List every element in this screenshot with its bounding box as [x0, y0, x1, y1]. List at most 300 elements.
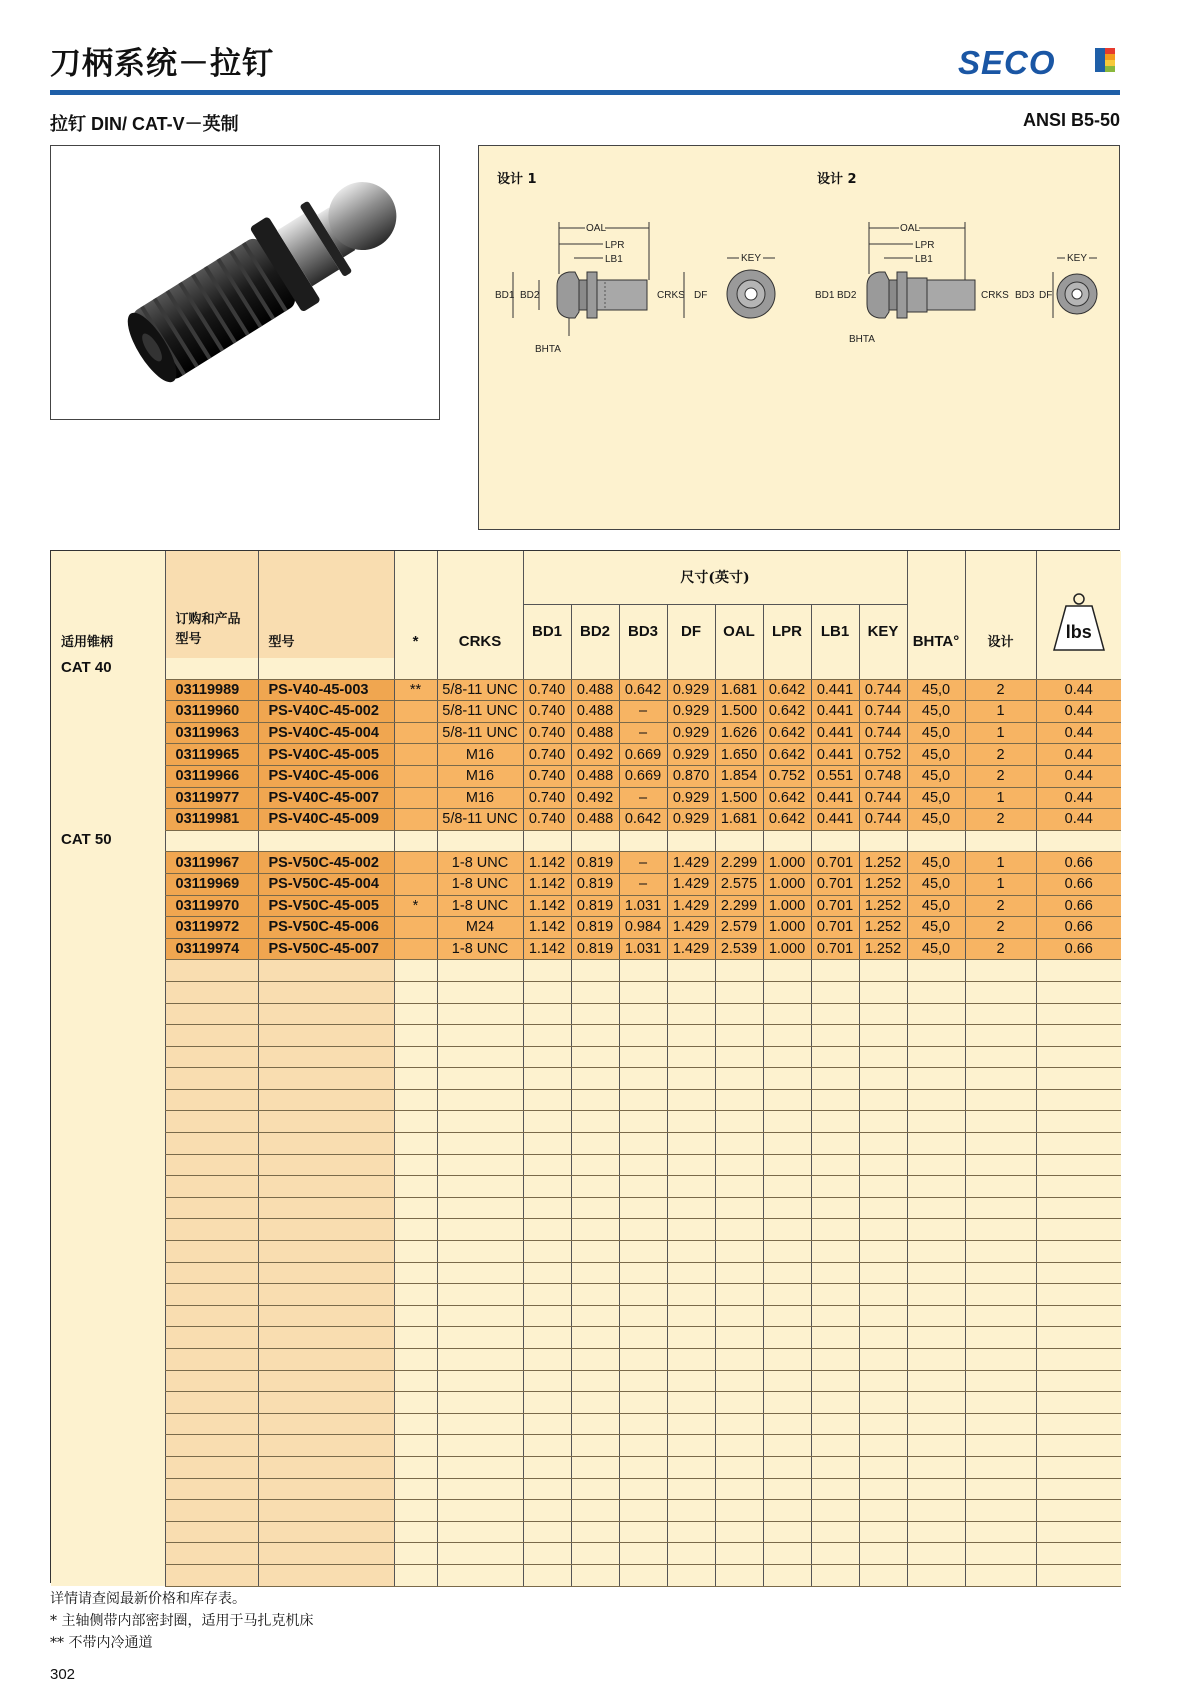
lb1-value: 0.441: [811, 722, 859, 744]
empty-cell: [907, 1305, 965, 1327]
empty-cell: [394, 1435, 437, 1457]
lb1-value: 0.441: [811, 787, 859, 809]
spacer-cell: [1036, 830, 1121, 852]
empty-cell: [859, 1564, 907, 1586]
empty-cell: [51, 1241, 165, 1263]
empty-cell: [763, 1241, 811, 1263]
empty-cell: [1036, 1111, 1121, 1133]
spacer-cell: [965, 658, 1036, 679]
section-subtitle: 拉钉 DIN/ CAT-V－英制: [50, 114, 239, 134]
empty-cell: [763, 1456, 811, 1478]
empty-cell: [165, 1025, 258, 1047]
key-value: 0.744: [859, 809, 907, 831]
empty-row: [51, 1370, 1121, 1392]
df-value: 1.429: [667, 852, 715, 874]
crks-value: 5/8-11 UNC: [437, 722, 523, 744]
bd1-value: 0.740: [523, 722, 571, 744]
empty-cell: [394, 1564, 437, 1586]
empty-cell: [437, 1068, 523, 1090]
empty-cell: [763, 1521, 811, 1543]
bd2-dim-label: BD2: [520, 290, 540, 301]
spacer-cell: [667, 830, 715, 852]
footnote-single-star: * 主轴侧带内部密封圈，适用于马扎克机床: [50, 1613, 314, 1629]
empty-row: [51, 1133, 1121, 1155]
df-dim-label: DF: [694, 290, 708, 301]
bhta-dim-label: BHTA: [535, 344, 561, 355]
col-weight: [1036, 551, 1121, 658]
oal-dim-label-2: OAL: [900, 223, 921, 234]
table-row[interactable]: [51, 679, 1121, 701]
empty-cell: [859, 1370, 907, 1392]
empty-cell: [523, 1392, 571, 1414]
empty-cell: [763, 1349, 811, 1371]
empty-cell: [1036, 1349, 1121, 1371]
col-design: 设计: [965, 551, 1036, 658]
df-value: 0.929: [667, 809, 715, 831]
empty-cell: [258, 1068, 394, 1090]
empty-cell: [165, 1543, 258, 1565]
empty-cell: [619, 1046, 667, 1068]
empty-cell: [165, 1176, 258, 1198]
spacer-cell: [165, 830, 258, 852]
empty-cell: [907, 1241, 965, 1263]
col-bd3: BD3: [619, 604, 667, 658]
lpr-dim-label-2: LPR: [915, 240, 935, 251]
spacer-cell: [763, 658, 811, 679]
crks-value: 1-8 UNC: [437, 873, 523, 895]
lb1-value: 0.441: [811, 701, 859, 723]
empty-cell: [667, 1370, 715, 1392]
empty-cell: [715, 1456, 763, 1478]
empty-cell: [763, 1262, 811, 1284]
empty-cell: [394, 1262, 437, 1284]
table-row[interactable]: [51, 852, 1121, 874]
empty-cell: [811, 1392, 859, 1414]
table-row[interactable]: [51, 722, 1121, 744]
empty-cell: [667, 1068, 715, 1090]
empty-cell: [51, 1197, 165, 1219]
empty-cell: [763, 1478, 811, 1500]
empty-cell: [715, 1219, 763, 1241]
weight-value: 0.44: [1036, 701, 1121, 723]
oal-value: 1.626: [715, 722, 763, 744]
model-number: PS-V50C-45-005: [258, 895, 394, 917]
bd1-dim-label: BD1: [495, 290, 515, 301]
empty-cell: [165, 1262, 258, 1284]
empty-cell: [258, 1435, 394, 1457]
empty-row: [51, 960, 1121, 982]
empty-cell: [1036, 960, 1121, 982]
bd2-dim-label-2: BD2: [837, 290, 857, 301]
empty-cell: [619, 1564, 667, 1586]
empty-cell: [258, 1241, 394, 1263]
table-row[interactable]: [51, 938, 1121, 960]
design-value: 1: [965, 722, 1036, 744]
empty-cell: [394, 1392, 437, 1414]
empty-cell: [715, 1564, 763, 1586]
empty-cell: [165, 1500, 258, 1522]
empty-cell: [165, 1478, 258, 1500]
empty-cell: [907, 1197, 965, 1219]
lb1-dim-label: LB1: [605, 254, 623, 265]
empty-cell: [258, 1456, 394, 1478]
empty-cell: [523, 1435, 571, 1457]
empty-cell: [165, 1003, 258, 1025]
empty-cell: [907, 1154, 965, 1176]
bd2-value: 0.492: [571, 787, 619, 809]
empty-row: [51, 1176, 1121, 1198]
table-row[interactable]: [51, 787, 1121, 809]
empty-cell: [1036, 1370, 1121, 1392]
bd1-value: 1.142: [523, 852, 571, 874]
empty-cell: [523, 1456, 571, 1478]
empty-cell: [571, 1305, 619, 1327]
crks-value: 5/8-11 UNC: [437, 679, 523, 701]
empty-cell: [571, 981, 619, 1003]
empty-row: [51, 1111, 1121, 1133]
empty-cell: [1036, 1413, 1121, 1435]
bhta-value: 45,0: [907, 895, 965, 917]
empty-cell: [51, 1392, 165, 1414]
design-value: 2: [965, 809, 1036, 831]
empty-cell: [763, 1025, 811, 1047]
empty-cell: [1036, 1262, 1121, 1284]
lb1-value: 0.701: [811, 873, 859, 895]
col-order: [165, 551, 258, 658]
spacer-cell: [394, 830, 437, 852]
star-note: [394, 722, 437, 744]
star-note: [394, 917, 437, 939]
table-row[interactable]: [51, 744, 1121, 766]
crks-dim-label-2: CRKS: [981, 290, 1009, 301]
empty-cell: [523, 1241, 571, 1263]
empty-cell: [859, 981, 907, 1003]
empty-cell: [437, 1111, 523, 1133]
bhta-value: 45,0: [907, 938, 965, 960]
empty-cell: [619, 1154, 667, 1176]
bhta-value: 45,0: [907, 917, 965, 939]
empty-cell: [394, 1305, 437, 1327]
crks-value: 1-8 UNC: [437, 938, 523, 960]
header-rule: [50, 90, 1120, 95]
empty-cell: [1036, 1219, 1121, 1241]
empty-cell: [907, 1284, 965, 1306]
empty-cell: [51, 1133, 165, 1155]
empty-cell: [965, 1564, 1036, 1586]
key-value: 1.252: [859, 895, 907, 917]
empty-cell: [51, 1370, 165, 1392]
table-row[interactable]: [51, 873, 1121, 895]
weight-value: 0.66: [1036, 938, 1121, 960]
empty-cell: [437, 1370, 523, 1392]
spacer-cell: [859, 658, 907, 679]
key-value: 0.744: [859, 679, 907, 701]
empty-cell: [258, 1305, 394, 1327]
design-value: 2: [965, 744, 1036, 766]
bd2-value: 0.819: [571, 873, 619, 895]
empty-cell: [394, 1543, 437, 1565]
empty-cell: [811, 1500, 859, 1522]
spacer-cell: [965, 830, 1036, 852]
empty-cell: [907, 1133, 965, 1155]
empty-cell: [965, 1176, 1036, 1198]
empty-cell: [859, 1025, 907, 1047]
empty-cell: [763, 1392, 811, 1414]
spacer-cell: [523, 830, 571, 852]
empty-cell: [667, 1197, 715, 1219]
empty-cell: [571, 1241, 619, 1263]
empty-cell: [51, 1111, 165, 1133]
empty-cell: [763, 1370, 811, 1392]
empty-cell: [258, 1176, 394, 1198]
empty-cell: [571, 1154, 619, 1176]
empty-cell: [965, 1478, 1036, 1500]
empty-cell: [811, 1111, 859, 1133]
lpr-value: 1.000: [763, 895, 811, 917]
empty-cell: [667, 1154, 715, 1176]
empty-cell: [907, 1176, 965, 1198]
empty-cell: [258, 960, 394, 982]
weight-value: 0.44: [1036, 722, 1121, 744]
empty-cell: [667, 1327, 715, 1349]
empty-cell: [811, 1370, 859, 1392]
empty-cell: [165, 1068, 258, 1090]
oal-value: 1.500: [715, 787, 763, 809]
empty-cell: [619, 1111, 667, 1133]
star-note: [394, 809, 437, 831]
empty-cell: [51, 1219, 165, 1241]
empty-cell: [1036, 1392, 1121, 1414]
empty-cell: [571, 1262, 619, 1284]
empty-cell: [763, 1564, 811, 1586]
order-number: 03119981: [165, 809, 258, 831]
empty-cell: [51, 1327, 165, 1349]
model-number: PS-V40-45-003: [258, 679, 394, 701]
empty-cell: [258, 1003, 394, 1025]
bd2-value: 0.488: [571, 765, 619, 787]
empty-cell: [571, 1046, 619, 1068]
empty-cell: [51, 1003, 165, 1025]
empty-cell: [667, 1241, 715, 1263]
empty-cell: [763, 1219, 811, 1241]
empty-cell: [763, 1435, 811, 1457]
empty-row: [51, 1500, 1121, 1522]
model-number: PS-V40C-45-006: [258, 765, 394, 787]
key-dim-label-2: KEY: [1067, 253, 1088, 264]
empty-cell: [394, 1327, 437, 1349]
table-row[interactable]: [51, 917, 1121, 939]
crks-value: M24: [437, 917, 523, 939]
empty-cell: [811, 1305, 859, 1327]
empty-cell: [437, 1262, 523, 1284]
bd2-value: 0.819: [571, 895, 619, 917]
empty-cell: [667, 1413, 715, 1435]
empty-cell: [437, 981, 523, 1003]
order-number: 03119970: [165, 895, 258, 917]
empty-cell: [763, 1176, 811, 1198]
bd1-value: 1.142: [523, 873, 571, 895]
empty-cell: [667, 1500, 715, 1522]
empty-cell: [523, 1349, 571, 1371]
empty-cell: [523, 1176, 571, 1198]
empty-cell: [667, 1456, 715, 1478]
model-number: PS-V40C-45-007: [258, 787, 394, 809]
bhta-dim-label-2: BHTA: [849, 334, 875, 345]
empty-cell: [165, 1305, 258, 1327]
empty-cell: [965, 1262, 1036, 1284]
empty-cell: [571, 1500, 619, 1522]
empty-cell: [667, 1262, 715, 1284]
empty-cell: [1036, 1046, 1121, 1068]
empty-cell: [165, 1133, 258, 1155]
page-number: 302: [50, 1666, 76, 1683]
empty-cell: [571, 1176, 619, 1198]
spacer-cell: [763, 830, 811, 852]
key-value: 0.744: [859, 701, 907, 723]
star-note: [394, 873, 437, 895]
empty-cell: [907, 1456, 965, 1478]
empty-cell: [859, 1435, 907, 1457]
bd1-value: 0.740: [523, 744, 571, 766]
empty-cell: [667, 1111, 715, 1133]
empty-cell: [907, 1543, 965, 1565]
empty-cell: [165, 1456, 258, 1478]
empty-cell: [437, 1176, 523, 1198]
empty-cell: [258, 1111, 394, 1133]
bd2-value: 0.488: [571, 809, 619, 831]
empty-cell: [571, 1543, 619, 1565]
empty-cell: [437, 1025, 523, 1047]
bd2-value: 0.492: [571, 744, 619, 766]
table-row[interactable]: [51, 809, 1121, 831]
empty-cell: [859, 1262, 907, 1284]
lb1-value: 0.701: [811, 895, 859, 917]
empty-cell: [619, 1305, 667, 1327]
lb1-value: 0.701: [811, 852, 859, 874]
empty-cell: [907, 1392, 965, 1414]
empty-cell: [965, 1089, 1036, 1111]
empty-cell: [667, 1392, 715, 1414]
empty-cell: [571, 1413, 619, 1435]
empty-cell: [619, 1197, 667, 1219]
lpr-value: 1.000: [763, 917, 811, 939]
empty-cell: [907, 1025, 965, 1047]
empty-cell: [811, 1068, 859, 1090]
empty-cell: [51, 1456, 165, 1478]
empty-cell: [523, 1564, 571, 1586]
lb1-dim-label-2: LB1: [915, 254, 933, 265]
empty-cell: [859, 1456, 907, 1478]
empty-row: [51, 1025, 1121, 1047]
empty-cell: [437, 1478, 523, 1500]
empty-cell: [51, 1176, 165, 1198]
empty-cell: [523, 1262, 571, 1284]
star-note: *: [394, 895, 437, 917]
model-number: PS-V50C-45-002: [258, 852, 394, 874]
bhta-value: 45,0: [907, 765, 965, 787]
lb1-value: 0.441: [811, 744, 859, 766]
spacer-cell: [437, 658, 523, 679]
bd1-value: 1.142: [523, 917, 571, 939]
df-value: 0.929: [667, 787, 715, 809]
spacer-cell: [571, 830, 619, 852]
empty-row: [51, 1197, 1121, 1219]
empty-cell: [965, 1327, 1036, 1349]
empty-cell: [165, 1197, 258, 1219]
empty-cell: [51, 1046, 165, 1068]
empty-cell: [811, 1176, 859, 1198]
empty-cell: [1036, 1327, 1121, 1349]
design-value: 2: [965, 765, 1036, 787]
order-number: 03119989: [165, 679, 258, 701]
empty-cell: [1036, 1456, 1121, 1478]
empty-cell: [1036, 1284, 1121, 1306]
table-row[interactable]: [51, 765, 1121, 787]
empty-cell: [523, 1284, 571, 1306]
bhta-value: 45,0: [907, 722, 965, 744]
lb1-value: 0.551: [811, 765, 859, 787]
crks-value: M16: [437, 787, 523, 809]
design-value: 2: [965, 679, 1036, 701]
oal-value: 2.579: [715, 917, 763, 939]
df-value: 1.429: [667, 938, 715, 960]
empty-cell: [907, 1500, 965, 1522]
weight-unit: lbs: [1065, 622, 1092, 642]
oal-value: 1.681: [715, 809, 763, 831]
empty-cell: [965, 1370, 1036, 1392]
order-number: 03119967: [165, 852, 258, 874]
empty-cell: [165, 1349, 258, 1371]
lpr-value: 1.000: [763, 852, 811, 874]
table-row[interactable]: [51, 895, 1121, 917]
empty-cell: [258, 1392, 394, 1414]
bhta-value: 45,0: [907, 873, 965, 895]
table-row[interactable]: [51, 701, 1121, 723]
col-shank: 适用锥柄: [51, 551, 165, 658]
empty-cell: [619, 981, 667, 1003]
spacer-cell: [619, 658, 667, 679]
empty-cell: [619, 1456, 667, 1478]
design-value: 1: [965, 873, 1036, 895]
empty-cell: [523, 1089, 571, 1111]
empty-cell: [763, 1327, 811, 1349]
empty-cell: [165, 1435, 258, 1457]
empty-cell: [859, 1003, 907, 1025]
empty-cell: [619, 1500, 667, 1522]
spacer-cell: [394, 658, 437, 679]
empty-cell: [571, 1133, 619, 1155]
empty-cell: [394, 1478, 437, 1500]
empty-cell: [394, 1219, 437, 1241]
empty-cell: [619, 1327, 667, 1349]
spacer-cell: [811, 658, 859, 679]
key-value: 0.744: [859, 787, 907, 809]
empty-cell: [715, 1154, 763, 1176]
empty-cell: [907, 1003, 965, 1025]
empty-cell: [51, 1500, 165, 1522]
empty-row: [51, 1543, 1121, 1565]
empty-cell: [51, 1262, 165, 1284]
empty-cell: [523, 1133, 571, 1155]
model-number: PS-V50C-45-006: [258, 917, 394, 939]
empty-row: [51, 1521, 1121, 1543]
group-header-row: [51, 658, 1121, 679]
empty-cell: [715, 1349, 763, 1371]
empty-cell: [907, 1219, 965, 1241]
empty-cell: [1036, 1305, 1121, 1327]
spacer-cell: [715, 830, 763, 852]
empty-cell: [667, 1478, 715, 1500]
